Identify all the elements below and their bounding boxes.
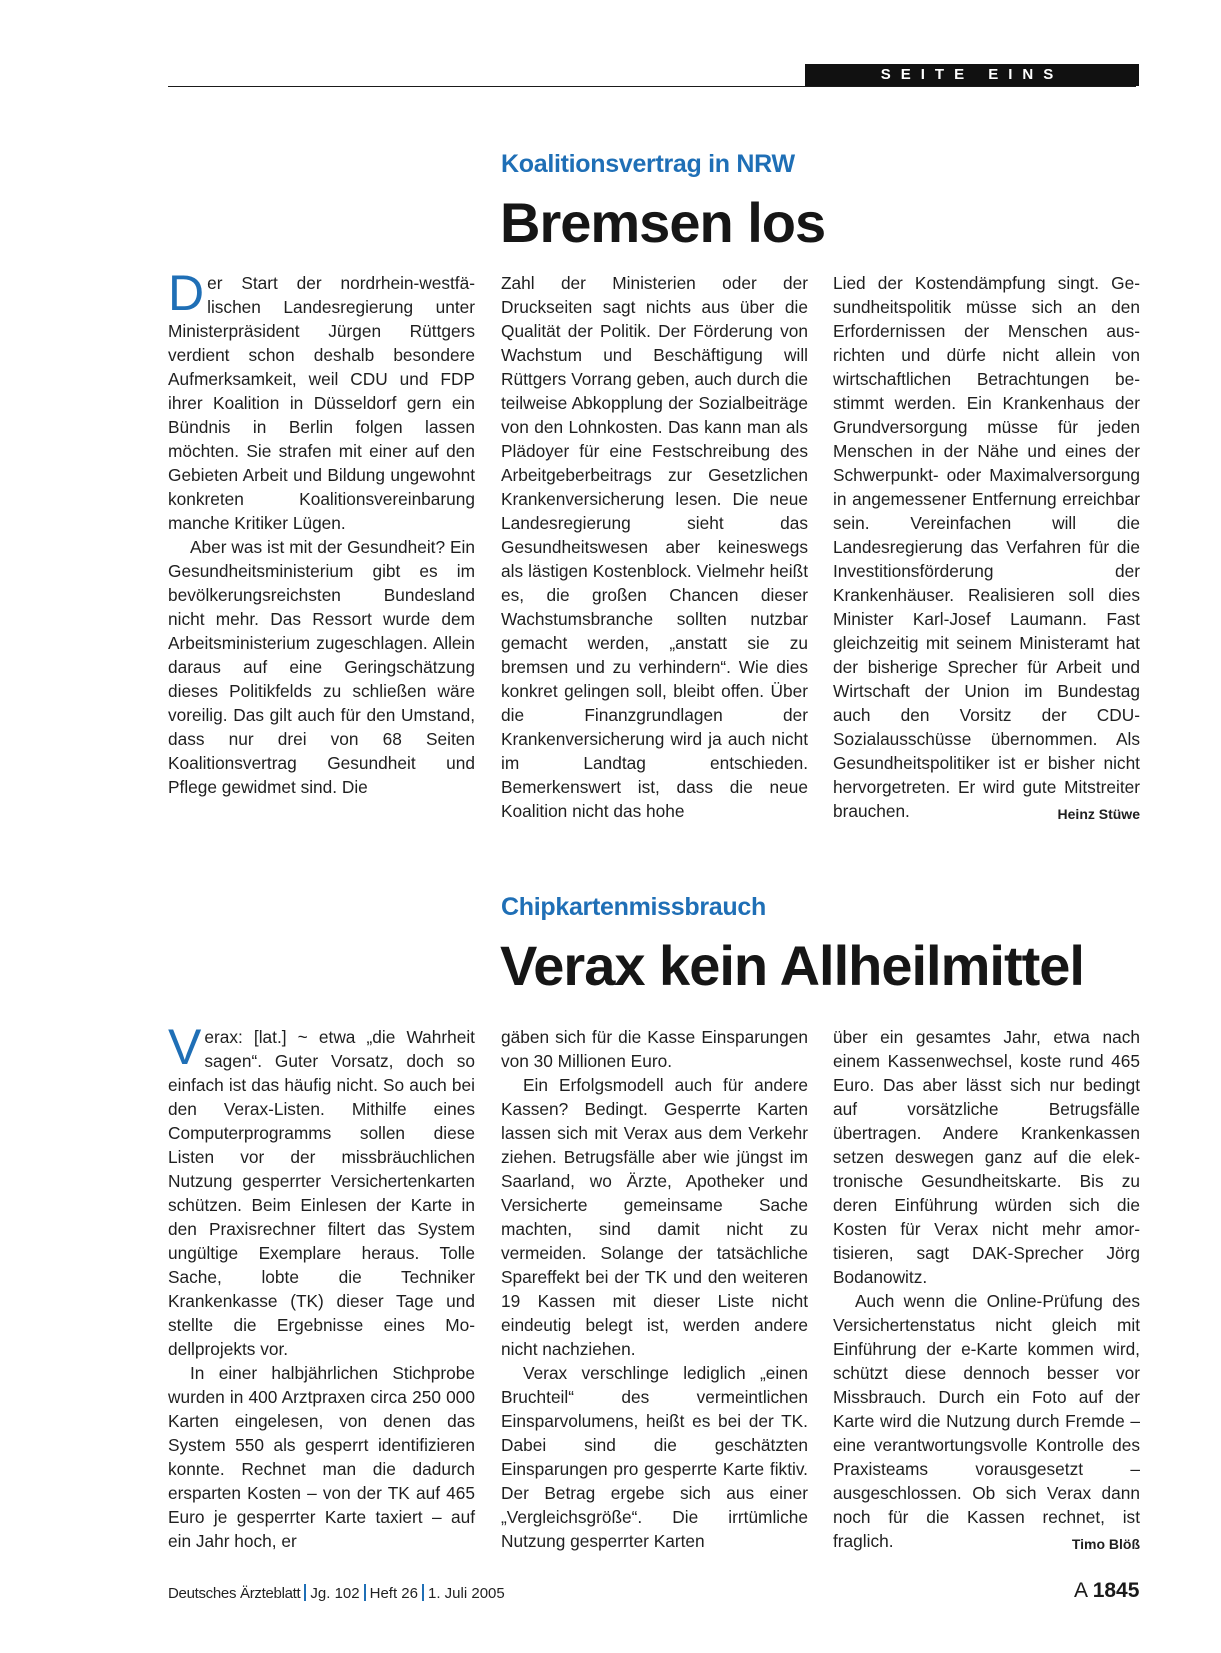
article1-column-3 [833,271,1140,826]
article1-paragraph: Der Start der nordrhein-westfälischen Landesregierung unter Ministerpräsident Jürgen Rüttgers verdient schon deshalb besondere Aufmerksamkeit, weil CDU und FDP ihrer Koalition in Düsseldorf gern ein Bündnis in Berlin folgen lassen möchten. Sie strafen mit einer auf den Gebieten Arbeit und Bildung ungewohnt konkreten Koalitionsvereinbarung manche Kritiker Lügen. [168,265,475,533]
header-rule [168,86,1136,87]
article2-column-3 [833,1025,1140,1556]
dropcap: V [168,1019,202,1075]
author-byline: Heinz Stüwe [1057,806,1140,822]
article2-paragraph: Ein Erfolgsmodell auch für andere Kassen? Bedingt. Gesperrte Karten lassen sich mit Verax aus dem Verkehr ziehen. Betrugsfälle aber wie jüngst im Saarland, wo Ärzte, Apotheker und Versicherte gemeinsame Sache machten, sind damit nicht zu vermeiden. Solange der tatsächliche Spareffekt bei der TK und den weiteren 19 Kassen mit dieser Liste nicht eindeutig belegt ist, werden andere nicht nachziehen. [501,1075,808,1359]
page-number: A 1845 [1074,1579,1140,1602]
dropcap: D [168,265,205,321]
article1-column-1 [168,265,475,799]
author-byline: Timo Blöß [1071,1536,1140,1552]
article1-paragraph: Aber was ist mit der Gesundheit? Ein Gesundheitsministerium gibt es im bevölkerungsreichsten Bundesland nicht mehr. Das Ressort wurde dem Arbeitsministerium zugeschlagen. Allein daraus auf eine Geringschätzung dieses Politikfelds zu schließen wäre voreilig. Das gilt auch für den Umstand, dass nur drei von 68 Seiten Koalitionsvertrag Gesundheit und Pflege gewidmet sind. Die [168,537,475,797]
section-banner: SEITE EINS [805,64,1139,86]
date: 1. Juli 2005 [428,1585,505,1602]
article1-headline: Bremsen los [500,191,826,254]
article1-paragraph: Lied der Kostendämpfung singt. Gesundheitspolitik müsse sich an den Erfordernissen der Menschen ausrichten und dürfe nicht allein von wirtschaftlichen Betrachtungen bestimmt werden. Ein Krankenhaus der Grundversorgung müsse für jeden Menschen in der Nähe und eines der Schwerpunkt- oder Maximalversorgung in angemessener Entfernung erreichbar sein. Vereinfachen will die Landesregierung das Verfahren für die Investitionsförderung der Krankenhäuser. Realisieren soll dies Minister Karl-Josef Laumann. Fast gleichzeitig mit seinem Ministeramt hat der bisherige Sprecher für Arbeit und Wirtschaft der Union im Bundestag auch den Vorsitz der CDU-Sozialausschüsse übernommen. Als Gesundheitspolitiker ist er bisher nicht hervorgetreten. Er wird gute Mitstreiter brauchen. Heinz Stüwe [833,271,1140,823]
footer-separator [422,1584,424,1601]
article2-paragraph: Verax verschlinge lediglich „einen Bruchteil“ des vermeintlichen Einsparvolumens, heißt es bei der TK. Dabei sind die geschätzten Einsparungen pro gesperrte Karte fiktiv. Der Betrag ergebe sich aus einer „Vergleichsgröße“. Die irrtümliche Nutzung gesperrter Karten [501,1363,808,1551]
volume: Jg. 102 [310,1585,360,1602]
article1-kicker: Koalitionsvertrag in NRW [501,150,795,178]
page-footer [168,1584,505,1602]
footer-separator [304,1584,306,1601]
article1-column-2 [501,271,808,823]
article2-paragraph: über ein gesamtes Jahr, etwa nach einem Kassenwechsel, koste rund 465 Euro. Das aber lässt sich nur bedingt auf vorsätzliche Betrugsfälle übertragen. Andere Krankenkassen setzen deswegen ganz auf die elektronische Gesundheitskarte. Bis zu deren Einführung würden sich die Kosten für Verax nicht mehr amortisieren, sagt DAK-Sprecher Jörg Bodanowitz. [833,1027,1140,1287]
article2-kicker: Chipkartenmissbrauch [501,893,766,921]
article2-paragraph: Auch wenn die Online-Prüfung des Versichertenstatus nicht gleich mit Einführung der e-Karte kommen wird, schützt diese dennoch besser vor Missbrauch. Durch ein Foto auf der Karte wird die Nutzung durch Fremde – eine verantwortungsvolle Kontrolle des Praxisteams vorausgesetzt – ausgeschlossen. Ob sich Verax dann noch für die Kassen rechnet, ist fraglich. Timo Blöß [833,1289,1140,1553]
article1-paragraph: Zahl der Ministerien oder der Druckseiten sagt nichts aus über die Qualität der Politik. Der Förderung von Wachstum und Beschäftigung will Rüttgers Vorrang geben, auch durch die teilweise Abkopplung der Sozialbeiträge von den Lohnkosten. Das kann man als Plädoyer für eine Festschreibung des Arbeitgeberbeitrags zur Gesetzlichen Krankenversicherung lesen. Die neue Landesregierung sieht das Gesundheitswesen aber keineswegs als lästigen Kostenblock. Vielmehr heißt es, die großen Chancen dieser Wachstumsbranche sollten nutzbar gemacht werden, „anstatt sie zu bremsen und zu verhindern“. Wie dies konkret gelingen soll, bleibt offen. Über die Finanzgrundlagen der Krankenversicherung wird ja auch nicht im Landtag entschieden. Bemerkenswert ist, dass die neue Koalition nicht das hohe [501,273,808,821]
article2-column-1 [168,1019,475,1553]
article2-column-2 [501,1025,808,1553]
article2-headline: Verax kein Allheilmittel [500,934,1084,997]
journal-name: Deutsches Ärzteblatt [168,1585,301,1602]
article2-paragraph: Verax: [lat.] ~ etwa „die Wahrheit sagen“. Guter Vorsatz, doch so einfach ist das häufig nicht. So auch bei den Verax-Listen. Mithilfe eines Computerprogramms sollen diese Listen vor der missbräuchlichen Nutzung gesperrter Versichertenkarten schützen. Beim Einlesen der Karte in den Praxisrechner filtert das System ungültige Exemplare heraus. Tolle Sache, lobte die Techniker Krankenkasse (TK) dieser Tage und stellte die Ergebnisse eines Modellprojekts vor. [168,1019,475,1359]
footer-separator [364,1584,366,1601]
article2-paragraph: gäben sich für die Kasse Einsparungen von 30 Millionen Euro. [501,1027,808,1071]
issue: Heft 26 [369,1585,418,1602]
article2-paragraph: In einer halbjährlichen Stichprobe wurden in 400 Arztpraxen circa 250 000 Karten eingelesen, von denen das System 550 als gesperrt identifizieren konnte. Rechnet man die dadurch ersparten Kosten – von der TK auf 465 Euro je gesperrter Karte taxiert – auf ein Jahr hoch, er [168,1363,475,1551]
